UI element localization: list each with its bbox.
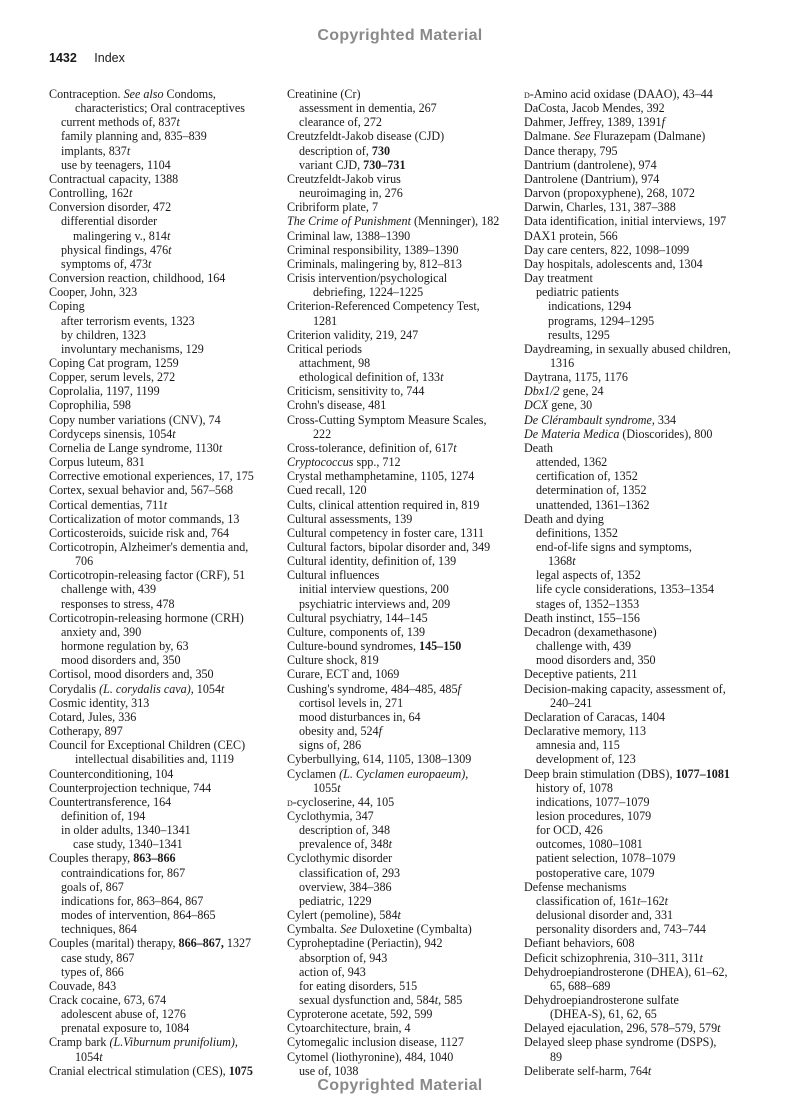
index-subentry: programs, 1294–1295 — [548, 313, 655, 328]
index-entry-continuation: 1281 — [313, 313, 338, 328]
index-entry: Daydreaming, in sexually abused children, — [524, 341, 731, 356]
index-entry: Day care centers, 822, 1098–1099 — [524, 242, 690, 257]
index-entry: Controlling, 162t — [49, 186, 133, 201]
index-subentry: indications, 1077–1079 — [536, 794, 650, 809]
index-entry: Countertransference, 164 — [49, 794, 172, 809]
index-entry: Decision-making capacity, assessment of, — [524, 681, 726, 696]
index-entry: d-cycloserine, 44, 105 — [287, 794, 395, 809]
index-subentry: goals of, 867 — [61, 879, 124, 894]
index-entry: Criminals, malingering by, 812–813 — [287, 256, 462, 271]
index-entry-continuation: characteristics; Oral contraceptives — [75, 101, 245, 116]
index-entry: Darwin, Charles, 131, 387–388 — [524, 200, 676, 215]
index-subentry: use by teenagers, 1104 — [61, 157, 171, 172]
index-subentry: prenatal exposure to, 1084 — [61, 1021, 190, 1036]
index-subentry: classification of, 293 — [299, 865, 401, 880]
index-entry: Dalmane. See Flurazepam (Dalmane) — [524, 129, 706, 144]
index-subentry: delusional disorder and, 331 — [536, 908, 674, 923]
index-entry: Corticosteroids, suicide risk and, 764 — [49, 525, 230, 540]
index-entry: DAX1 protein, 566 — [524, 228, 618, 243]
index-entry: Corpus luteum, 831 — [49, 455, 145, 470]
index-column-1 — [49, 87, 277, 1078]
index-entry: Coprolalia, 1197, 1199 — [49, 384, 160, 399]
index-entry: Crisis intervention/psychological — [287, 271, 448, 286]
index-subentry: variant CJD, 730–731 — [299, 157, 406, 172]
index-entry: Dbx1/2 gene, 24 — [524, 384, 604, 399]
index-entry: Cosmic identity, 313 — [49, 695, 150, 710]
index-subentry: postoperative care, 1079 — [536, 865, 655, 880]
index-subentry: family planning and, 835–839 — [61, 129, 207, 144]
index-subentry: personality disorders and, 743–744 — [536, 922, 706, 937]
index-entry: DaCosta, Jacob Mendes, 392 — [524, 101, 665, 116]
index-entry: Corydalis (L. corydalis cava), 1054t — [49, 681, 225, 696]
index-entry: Criterion-Referenced Competency Test, — [287, 299, 480, 314]
index-subentry: involuntary mechanisms, 129 — [61, 341, 204, 356]
index-subentry: unattended, 1361–1362 — [536, 497, 650, 512]
index-subentry: by children, 1323 — [61, 327, 146, 342]
index-entry: Cults, clinical attention required in, 819 — [287, 497, 480, 512]
index-entry-continuation: debriefing, 1224–1225 — [313, 285, 424, 300]
index-entry: Dehydroepiandrosterone sulfate — [524, 993, 679, 1007]
index-subentry: definition of, 194 — [61, 808, 146, 823]
index-entry-continuation: 240–241 — [550, 695, 593, 710]
index-entry: Cranial electrical stimulation (CES), 1075 — [49, 1063, 253, 1078]
index-entry-continuation: 222 — [313, 426, 332, 441]
index-entry: Critical periods — [287, 341, 362, 356]
index-subentry: mood disorders and, 350 — [536, 653, 656, 668]
index-entry: Cornelia de Lange syndrome, 1130t — [49, 440, 223, 455]
index-subentry: after terrorism events, 1323 — [61, 313, 195, 328]
index-entry-continuation: 89 — [550, 1049, 563, 1064]
index-entry: Deficit schizophrenia, 310–311, 311t — [524, 950, 703, 965]
index-subentry: definitions, 1352 — [536, 525, 618, 540]
index-entry: Cytoarchitecture, brain, 4 — [287, 1021, 411, 1036]
index-column-3 — [524, 87, 756, 1078]
index-subentry: adolescent abuse of, 1276 — [61, 1007, 186, 1022]
index-entry: Council for Exceptional Children (CEC) — [49, 738, 246, 753]
page-number: 1432 — [49, 51, 77, 65]
index-entry: Cytomegalic inclusion disease, 1127 — [287, 1035, 464, 1050]
index-subentry: modes of intervention, 864–865 — [61, 908, 216, 923]
index-entry: Declarative memory, 113 — [524, 724, 647, 739]
index-entry: Dehydroepiandrosterone (DHEA), 61–62, — [524, 964, 728, 979]
index-subentry: contraindications for, 867 — [61, 865, 186, 880]
index-entry: Dantrolene (Dantrium), 974 — [524, 171, 660, 186]
index-entry: Criminal law, 1388–1390 — [287, 228, 411, 243]
copyright-watermark-top: Copyrighted Material — [317, 27, 483, 44]
index-entry: Creatinine (Cr) — [287, 87, 361, 101]
index-entry: Cultural factors, bipolar disorder and, 349 — [287, 540, 491, 554]
index-subentry: outcomes, 1080–1081 — [536, 837, 643, 852]
index-subentry: challenge with, 439 — [536, 639, 632, 654]
index-subentry: symptoms of, 473t — [61, 256, 152, 271]
index-entry: Cyclamen (L. Cyclamen europaeum), — [287, 766, 469, 781]
index-entry: Culture shock, 819 — [287, 653, 379, 668]
index-subentry: current methods of, 837t — [61, 115, 180, 130]
index-entry: Cushing's syndrome, 484–485, 485f — [287, 681, 461, 696]
index-entry: Creutzfeldt-Jakob disease (CJD) — [287, 129, 445, 144]
index-entry: Corticotropin, Alzheimer's dementia and, — [49, 540, 249, 554]
index-entry: Darvon (propoxyphene), 268, 1072 — [524, 186, 695, 201]
index-entry: Crohn's disease, 481 — [287, 398, 387, 413]
index-entry: Corticotropin-releasing hormone (CRH) — [49, 610, 244, 625]
index-entry: Cryptococcus spp., 712 — [287, 455, 401, 470]
index-subentry: attachment, 98 — [299, 355, 371, 370]
index-entry: Day hospitals, adolescents and, 1304 — [524, 256, 703, 271]
index-subentry: challenge with, 439 — [61, 582, 157, 597]
index-subentry: use of, 1038 — [299, 1063, 359, 1078]
index-subentry: attended, 1362 — [536, 455, 608, 470]
index-subentry: history of, 1078 — [536, 780, 613, 795]
index-subentry: 1368t — [548, 554, 576, 569]
index-entry: Dantrium (dantrolene), 974 — [524, 157, 657, 172]
index-entry: Cultural psychiatry, 144–145 — [287, 610, 428, 625]
index-subentry: development of, 123 — [536, 752, 636, 767]
index-entry: Cortical dementias, 711t — [49, 497, 168, 512]
index-entry: Counterconditioning, 104 — [49, 766, 174, 781]
index-entry: Cortisol, mood disorders and, 350 — [49, 667, 214, 682]
index-entry: Cultural competency in foster care, 1311 — [287, 525, 485, 540]
copyright-watermark-bottom: Copyrighted Material — [317, 1077, 483, 1094]
index-entry-continuation: 1054t — [75, 1049, 103, 1064]
index-subentry: assessment in dementia, 267 — [299, 101, 437, 116]
index-entry: Deep brain stimulation (DBS), 1077–1081 — [524, 766, 730, 781]
index-subentry: mood disorders and, 350 — [61, 653, 181, 668]
index-entry: Criminal responsibility, 1389–1390 — [287, 242, 459, 257]
index-entry: Copy number variations (CNV), 74 — [49, 412, 221, 427]
index-entry: De Materia Medica (Dioscorides), 800 — [524, 426, 713, 441]
index-entry: Coprophilia, 598 — [49, 398, 131, 413]
index-entry: Conversion reaction, childhood, 164 — [49, 271, 226, 286]
index-entry: Curare, ECT and, 1069 — [287, 667, 400, 682]
index-entry: Day treatment — [524, 271, 593, 286]
index-entry: Corticalization of motor commands, 13 — [49, 511, 240, 526]
index-subentry: techniques, 864 — [61, 922, 137, 937]
index-subentry: lesion procedures, 1079 — [536, 808, 652, 823]
index-subentry: description of, 730 — [299, 143, 391, 158]
index-entry: Cotard, Jules, 336 — [49, 709, 137, 724]
index-subentry: life cycle considerations, 1353–1354 — [536, 582, 714, 597]
index-entry: Cultural assessments, 139 — [287, 511, 413, 526]
index-column-2 — [287, 87, 515, 1078]
index-entry: Death and dying — [524, 511, 604, 526]
index-subentry: determination of, 1352 — [536, 483, 647, 498]
index-subentry: description of, 348 — [299, 823, 391, 838]
index-subentry: patient selection, 1078–1079 — [536, 851, 676, 866]
page-header — [49, 51, 125, 65]
index-entry: Daytrana, 1175, 1176 — [524, 370, 628, 385]
index-subentry: certification of, 1352 — [536, 469, 638, 484]
index-subentry: for OCD, 426 — [536, 823, 603, 838]
index-entry: Delayed sleep phase syndrome (DSPS), — [524, 1035, 717, 1050]
index-subentry: anxiety and, 390 — [61, 624, 142, 639]
index-entry: Cortex, sexual behavior and, 567–568 — [49, 483, 234, 498]
index-subentry: classification of, 161t–162t — [536, 893, 669, 908]
index-entry: Death instinct, 155–156 — [524, 610, 640, 625]
index-subentry: absorption of, 943 — [299, 950, 388, 965]
index-entry: Decadron (dexamethasone) — [524, 624, 657, 639]
index-entry: Couples (marital) therapy, 866–867, 1327 — [49, 936, 252, 951]
index-entry: Couples therapy, 863–866 — [49, 851, 176, 866]
index-subentry: differential disorder — [61, 214, 158, 229]
index-entry: Copper, serum levels, 272 — [49, 370, 176, 385]
index-entry: Dance therapy, 795 — [524, 143, 618, 158]
index-subentry: neuroimaging in, 276 — [299, 186, 403, 201]
index-entry-continuation: intellectual disabilities and, 1119 — [75, 752, 234, 767]
index-entry: Cribriform plate, 7 — [287, 200, 379, 215]
index-subentry: types of, 866 — [61, 964, 124, 979]
index-subentry: indications, 1294 — [548, 299, 632, 314]
index-subentry: mood disturbances in, 64 — [299, 709, 421, 724]
index-entry-continuation: 1316 — [550, 355, 575, 370]
index-entry: Counterprojection technique, 744 — [49, 780, 212, 795]
index-subentry: case study, 1340–1341 — [73, 837, 183, 852]
index-subentry: hormone regulation by, 63 — [61, 639, 189, 654]
index-entry: Cramp bark (L.Viburnum prunifolium), — [49, 1035, 238, 1050]
index-subentry: implants, 837t — [61, 143, 131, 158]
index-entry-continuation: 1055t — [313, 780, 341, 795]
index-entry: Criterion validity, 219, 247 — [287, 327, 419, 342]
index-entry: Couvade, 843 — [49, 978, 117, 993]
index-subentry: malingering v., 814t — [73, 228, 171, 243]
index-entry: Cytomel (liothyronine), 484, 1040 — [287, 1049, 454, 1064]
index-entry: Cultural influences — [287, 568, 380, 583]
index-entry: Cordyceps sinensis, 1054t — [49, 426, 176, 441]
index-entry: The Crime of Punishment (Menninger), 182 — [287, 214, 500, 229]
index-subentry: signs of, 286 — [299, 738, 362, 753]
index-subentry: responses to stress, 478 — [61, 596, 175, 611]
index-entry: Cyclothymic disorder — [287, 851, 393, 866]
index-subentry: for eating disorders, 515 — [299, 978, 418, 993]
index-entry: Cyberbullying, 614, 1105, 1308–1309 — [287, 752, 472, 767]
index-subentry: case study, 867 — [61, 950, 135, 965]
index-entry: Creutzfeldt-Jakob virus — [287, 171, 401, 186]
index-entry: Criticism, sensitivity to, 744 — [287, 384, 425, 399]
index-subentry: action of, 943 — [299, 964, 366, 979]
index-entry: Dahmer, Jeffrey, 1389, 1391f — [524, 115, 665, 130]
index-entry: Cyproheptadine (Periactin), 942 — [287, 936, 443, 951]
index-subentry: indications for, 863–864, 867 — [61, 893, 204, 908]
index-entry: Corrective emotional experiences, 17, 175 — [49, 469, 254, 484]
index-entry: Cued recall, 120 — [287, 483, 367, 498]
index-subentry: physical findings, 476t — [61, 242, 172, 257]
index-entry: Cymbalta. See Duloxetine (Cymbalta) — [287, 922, 472, 937]
index-entry: Coping — [49, 299, 85, 314]
index-entry: Corticotropin-releasing factor (CRF), 51 — [49, 568, 246, 583]
index-subentry: amnesia and, 115 — [536, 738, 620, 753]
index-entry-continuation: (DHEA-S), 61, 62, 65 — [550, 1007, 657, 1022]
index-entry: Data identification, initial interviews, 197 — [524, 214, 727, 229]
index-entry: Coping Cat program, 1259 — [49, 355, 179, 370]
index-entry: Declaration of Caracas, 1404 — [524, 709, 666, 724]
index-entry: Cooper, John, 323 — [49, 285, 138, 300]
index-subentry: sexual dysfunction and, 584t, 585 — [299, 993, 463, 1007]
index-entry: Defiant behaviors, 608 — [524, 936, 635, 951]
index-entry-continuation: 706 — [75, 554, 94, 569]
index-entry: Crystal methamphetamine, 1105, 1274 — [287, 469, 475, 484]
index-entry: Death — [524, 440, 553, 455]
index-entry: Conversion disorder, 472 — [49, 200, 172, 215]
index-entry: Cylert (pemoline), 584t — [287, 908, 401, 923]
index-entry: De Clérambault syndrome, 334 — [524, 412, 677, 427]
index-entry: Cultural identity, definition of, 139 — [287, 554, 457, 569]
running-head: Index — [94, 51, 125, 65]
index-subentry: stages of, 1352–1353 — [536, 596, 640, 611]
index-entry: Contractual capacity, 1388 — [49, 171, 179, 186]
index-entry: Culture-bound syndromes, 145–150 — [287, 639, 462, 654]
index-subentry: pediatric patients — [536, 285, 619, 300]
index-entry: Culture, components of, 139 — [287, 624, 426, 639]
index-subentry: in older adults, 1340–1341 — [61, 823, 191, 838]
index-subentry: pediatric, 1229 — [299, 893, 372, 908]
index-subentry: prevalence of, 348t — [299, 837, 393, 852]
index-entry: Deliberate self-harm, 764t — [524, 1063, 652, 1078]
index-subentry: results, 1295 — [548, 327, 610, 342]
index-subentry: overview, 384–386 — [299, 879, 392, 894]
index-entry: d-Amino acid oxidase (DAAO), 43–44 — [524, 87, 713, 101]
index-entry: Cotherapy, 897 — [49, 724, 123, 739]
index-subentry: legal aspects of, 1352 — [536, 568, 641, 583]
index-entry: Cyclothymia, 347 — [287, 808, 374, 823]
index-entry-continuation: 65, 688–689 — [550, 978, 611, 993]
index-subentry: initial interview questions, 200 — [299, 582, 449, 597]
index-subentry: obesity and, 524f — [299, 724, 382, 739]
index-subentry: ethological definition of, 133t — [299, 370, 444, 385]
index-entry: Delayed ejaculation, 296, 578–579, 579t — [524, 1021, 721, 1036]
index-entry: DCX gene, 30 — [524, 398, 593, 413]
index-entry: Defense mechanisms — [524, 879, 627, 894]
index-subentry: psychiatric interviews and, 209 — [299, 596, 451, 611]
index-entry: Cross-tolerance, definition of, 617t — [287, 440, 457, 455]
index-entry: Cyproterone acetate, 592, 599 — [287, 1007, 433, 1022]
index-entry: Crack cocaine, 673, 674 — [49, 993, 167, 1007]
index-subentry: clearance of, 272 — [299, 115, 382, 130]
index-subentry: end-of-life signs and symptoms, — [536, 540, 692, 554]
index-subentry: cortisol levels in, 271 — [299, 695, 404, 710]
index-entry: Contraception. See also Condoms, — [49, 87, 216, 101]
index-entry: Deceptive patients, 211 — [524, 667, 638, 682]
index-entry: Cross-Cutting Symptom Measure Scales, — [287, 412, 487, 427]
